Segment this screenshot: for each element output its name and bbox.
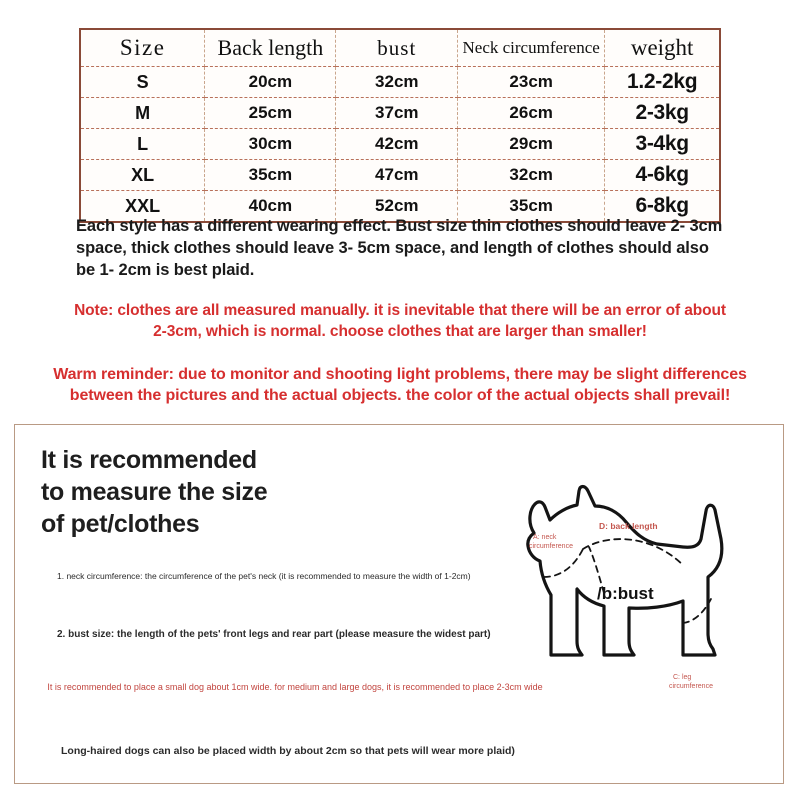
cell-size: M xyxy=(80,98,205,129)
cell-size: XXL xyxy=(80,191,205,223)
label-bust: /b:bust xyxy=(597,584,654,603)
measurement-guide-panel xyxy=(14,424,784,784)
measurement-error-note: Note: clothes are all measured manually. it is inevitable that there will be an error of about 2-3cm, which is normal. choose clothes that are larger than smaller! xyxy=(74,301,726,340)
size-chart-table xyxy=(79,28,721,223)
cell-bust: 32cm xyxy=(336,67,458,98)
table-row xyxy=(80,160,720,191)
dog-measurement-diagram xyxy=(487,473,777,723)
cell-bust: 42cm xyxy=(336,129,458,160)
notes-section xyxy=(0,216,800,407)
cell-size: L xyxy=(80,129,205,160)
cell-back-length: 30cm xyxy=(205,129,336,160)
column-header-weight: weight xyxy=(605,29,720,67)
table-row xyxy=(80,67,720,98)
cell-neck: 32cm xyxy=(458,160,605,191)
column-header-neck-circumference: Neck circumference xyxy=(458,29,605,67)
label-leg-circumference-line1: C: leg xyxy=(673,674,692,681)
cell-neck: 29cm xyxy=(458,129,605,160)
table-row xyxy=(80,98,720,129)
cell-neck: 23cm xyxy=(458,67,605,98)
fit-note-text: Each style has a different wearing effect. Bust size thin clothes should leave 2- 3cm space, thick clothes should leave 3- 5cm space, and length of clothes should also be 1- 2cm is best plaid. xyxy=(76,217,723,279)
table-row xyxy=(80,129,720,160)
cell-weight: 2-3kg xyxy=(605,98,720,129)
cell-neck: 26cm xyxy=(458,98,605,129)
cell-size: S xyxy=(80,67,205,98)
tip-bust-size: 2. bust size: the length of the pets' front legs and rear part (please measure the widest part) xyxy=(57,629,491,640)
cell-weight: 4-6kg xyxy=(605,160,720,191)
dog-body-outline xyxy=(528,487,722,656)
cell-size: XL xyxy=(80,160,205,191)
color-difference-note: Warm reminder: due to monitor and shooting light problems, there may be slight differences between the pictures and the actual objects. the color of the actual objects shall prevail! xyxy=(53,365,747,405)
cell-back-length: 25cm xyxy=(205,98,336,129)
label-back-length: D: back length xyxy=(599,521,658,531)
cell-weight: 6-8kg xyxy=(635,194,689,217)
cell-bust: 52cm xyxy=(336,191,458,223)
size-chart-table-container xyxy=(79,28,721,223)
cell-bust: 47cm xyxy=(336,160,458,191)
cell-back-length: 20cm xyxy=(205,67,336,98)
tip-long-haired-dogs: Long-haired dogs can also be placed width by about 2cm so that pets will wear more plaid) xyxy=(61,745,515,757)
tip-neck-circumference: 1. neck circumference: the circumference of the pet's neck (it is recommended to measure the width of 1-2cm) xyxy=(57,571,471,581)
label-neck-circumference-line2: circumference xyxy=(529,543,573,550)
column-header-bust: bust xyxy=(336,29,458,67)
cell-bust: 37cm xyxy=(336,98,458,129)
label-leg-circumference-line2: circumference xyxy=(669,683,713,690)
column-header-back-length: Back length xyxy=(205,29,336,67)
tip-placement-width-note: It is recommended to place a small dog about 1cm wide. for medium and large dogs, it is recommended to place 2-3cm wide xyxy=(47,682,543,692)
table-header-row xyxy=(80,29,720,67)
cell-back-length: 40cm xyxy=(205,191,336,223)
measure-panel-title: It is recommended to measure the size of pet/clothes xyxy=(41,446,268,538)
column-header-size: Size xyxy=(80,29,205,67)
cell-back-length: 35cm xyxy=(205,160,336,191)
cell-weight: 3-4kg xyxy=(605,129,720,160)
label-neck-circumference-line1: A: neck xyxy=(533,534,557,541)
cell-weight: 1.2-2kg xyxy=(605,67,720,98)
cell-neck: 35cm xyxy=(458,191,605,223)
